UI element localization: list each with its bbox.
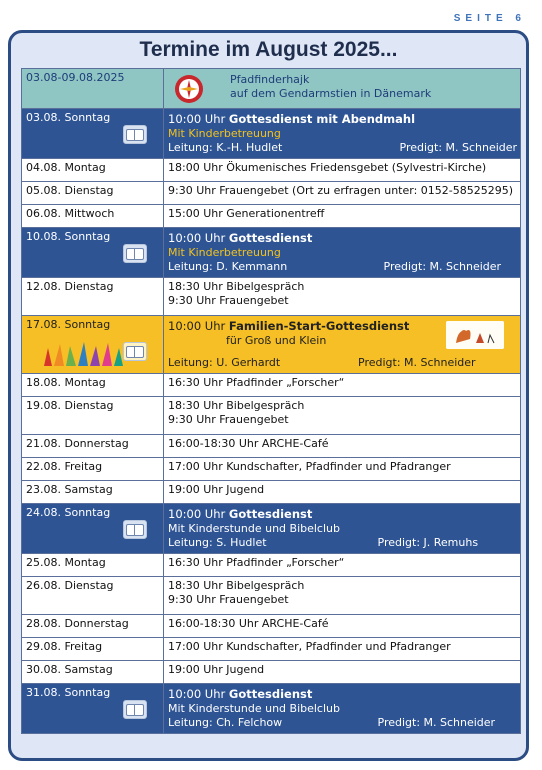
table-row — [22, 577, 521, 615]
event-time: 10:00 Uhr — [168, 687, 226, 701]
event-preacher: Predigt: M. Schneider — [399, 141, 518, 154]
event-time: 10:00 Uhr — [168, 112, 226, 126]
event-preacher: Predigt: J. Remuhs — [377, 536, 479, 549]
event-cell — [164, 504, 521, 554]
bible-icon — [123, 700, 147, 719]
date-cell — [22, 228, 164, 278]
date-cell: 28.08. Donnerstag — [22, 615, 164, 638]
event-cell: 16:30 Uhr Pfadfinder „Forscher“ — [164, 554, 521, 577]
event-leader: Leitung: U. Gerhardt — [168, 356, 281, 369]
event-cell: 18:00 Uhr Ökumenisches Friedensgebet (Sylvestri-Kirche) — [164, 159, 521, 182]
date-label: 03.08. Sonntag — [26, 111, 111, 124]
date-cell: 05.08. Dienstag — [22, 182, 164, 205]
event-subtitle: Mit Kinderstunde und Bibelclub — [168, 522, 340, 535]
event-title: Gottesdienst — [228, 231, 313, 245]
date-cell: 19.08. Dienstag — [22, 397, 164, 435]
date-cell: 29.08. Freitag — [22, 638, 164, 661]
bible-icon — [123, 520, 147, 539]
event-cell: 17:00 Uhr Kundschafter, Pfadfinder und Pfadranger — [164, 458, 521, 481]
date-cell: 23.08. Samstag — [22, 481, 164, 504]
date-cell: 25.08. Montag — [22, 554, 164, 577]
event-cell — [164, 577, 521, 615]
event-cell — [164, 228, 521, 278]
event-cell: 19:00 Uhr Jugend — [164, 481, 521, 504]
date-cell: 18.08. Montag — [22, 374, 164, 397]
event-title: Gottesdienst — [228, 687, 313, 701]
event-cell — [164, 69, 521, 109]
date-label: 17.08. Sonntag — [26, 318, 111, 331]
event-title: Gottesdienst — [228, 507, 313, 521]
table-row — [22, 615, 521, 638]
schedule-table — [21, 68, 521, 734]
date-cell — [22, 684, 164, 734]
date-cell — [22, 316, 164, 374]
event-cell: 16:00-18:30 Uhr ARCHE-Café — [164, 615, 521, 638]
fox-illustration-icon — [446, 321, 504, 349]
event-line-2: 9:30 Uhr Frauengebet — [168, 294, 289, 307]
date-cell — [22, 109, 164, 159]
event-cell — [164, 316, 521, 374]
table-row — [22, 684, 521, 734]
event-cell: 17:00 Uhr Kundschafter, Pfadfinder und Pfadranger — [164, 638, 521, 661]
event-cell: 16:00-18:30 Uhr ARCHE-Café — [164, 435, 521, 458]
table-row — [22, 458, 521, 481]
event-time: 10:00 Uhr — [168, 507, 226, 521]
event-cell — [164, 278, 521, 316]
event-line-1: Pfadfinderhajk — [230, 73, 310, 86]
table-row — [22, 435, 521, 458]
event-preacher: Predigt: M. Schneider — [377, 716, 496, 729]
event-line-2: 9:30 Uhr Frauengebet — [168, 413, 289, 426]
event-leader: Leitung: Ch. Felchow — [168, 716, 283, 729]
scout-emblem-icon — [174, 74, 204, 104]
bible-icon — [123, 125, 147, 144]
event-cell: 19:00 Uhr Jugend — [164, 661, 521, 684]
table-row — [22, 554, 521, 577]
date-cell: 22.08. Freitag — [22, 458, 164, 481]
event-preacher: Predigt: M. Schneider — [358, 356, 476, 369]
date-label: 10.08. Sonntag — [26, 230, 111, 243]
event-line-2: auf dem Gendarmstien in Dänemark — [230, 87, 432, 100]
event-line-1: 18:30 Uhr Bibelgespräch — [168, 399, 305, 412]
bible-icon — [123, 244, 147, 263]
event-cell: 16:30 Uhr Pfadfinder „Forscher“ — [164, 374, 521, 397]
event-subtitle: Mit Kinderbetreuung — [168, 246, 281, 259]
table-row — [22, 316, 521, 374]
table-row — [22, 182, 521, 205]
event-line-2: 9:30 Uhr Frauengebet — [168, 593, 289, 606]
date-label: 31.08. Sonntag — [26, 686, 111, 699]
table-row — [22, 278, 521, 316]
event-leader: Leitung: D. Kemmann — [168, 260, 288, 273]
table-row — [22, 374, 521, 397]
table-row — [22, 228, 521, 278]
event-line-1: 18:30 Uhr Bibelgespräch — [168, 280, 305, 293]
event-cell — [164, 109, 521, 159]
event-leader: Leitung: S. Hudlet — [168, 536, 267, 549]
table-row — [22, 109, 521, 159]
event-preacher: Predigt: M. Schneider — [383, 260, 502, 273]
page-number-label: SEITE 6 — [453, 13, 526, 24]
table-row — [22, 504, 521, 554]
event-cell — [164, 397, 521, 435]
date-cell: 21.08. Donnerstag — [22, 435, 164, 458]
date-label: 24.08. Sonntag — [26, 506, 111, 519]
event-time: 10:00 Uhr — [168, 319, 226, 333]
date-cell: 03.08-09.08.2025 — [22, 69, 164, 109]
page-title: Termine im August 2025... — [139, 38, 398, 61]
date-cell: 30.08. Samstag — [22, 661, 164, 684]
event-subtitle: für Groß und Klein — [226, 334, 327, 347]
date-cell: 26.08. Dienstag — [22, 577, 164, 615]
table-row — [22, 661, 521, 684]
table-row — [22, 69, 521, 109]
colorful-hands-icon — [40, 340, 124, 366]
event-cell: 9:30 Uhr Frauengebet (Ort zu erfragen unter: 0152-58525295) — [164, 182, 521, 205]
table-row — [22, 205, 521, 228]
date-cell: 04.08. Montag — [22, 159, 164, 182]
event-subtitle: Mit Kinderstunde und Bibelclub — [168, 702, 340, 715]
event-cell — [164, 684, 521, 734]
date-cell — [22, 504, 164, 554]
event-line-1: 18:30 Uhr Bibelgespräch — [168, 579, 305, 592]
event-time: 10:00 Uhr — [168, 231, 226, 245]
event-leader: Leitung: K.-H. Hudlet — [168, 141, 283, 154]
table-row — [22, 159, 521, 182]
table-row — [22, 638, 521, 661]
bible-icon — [123, 342, 147, 361]
table-row — [22, 481, 521, 504]
calendar-frame — [8, 30, 529, 761]
date-cell: 12.08. Dienstag — [22, 278, 164, 316]
event-title: Gottesdienst mit Abendmahl — [228, 112, 416, 126]
event-cell: 15:00 Uhr Generationentreff — [164, 205, 521, 228]
table-row — [22, 397, 521, 435]
date-cell: 06.08. Mittwoch — [22, 205, 164, 228]
event-subtitle: Mit Kinderbetreuung — [168, 127, 281, 140]
event-title: Familien-Start-Gottesdienst — [228, 319, 410, 333]
